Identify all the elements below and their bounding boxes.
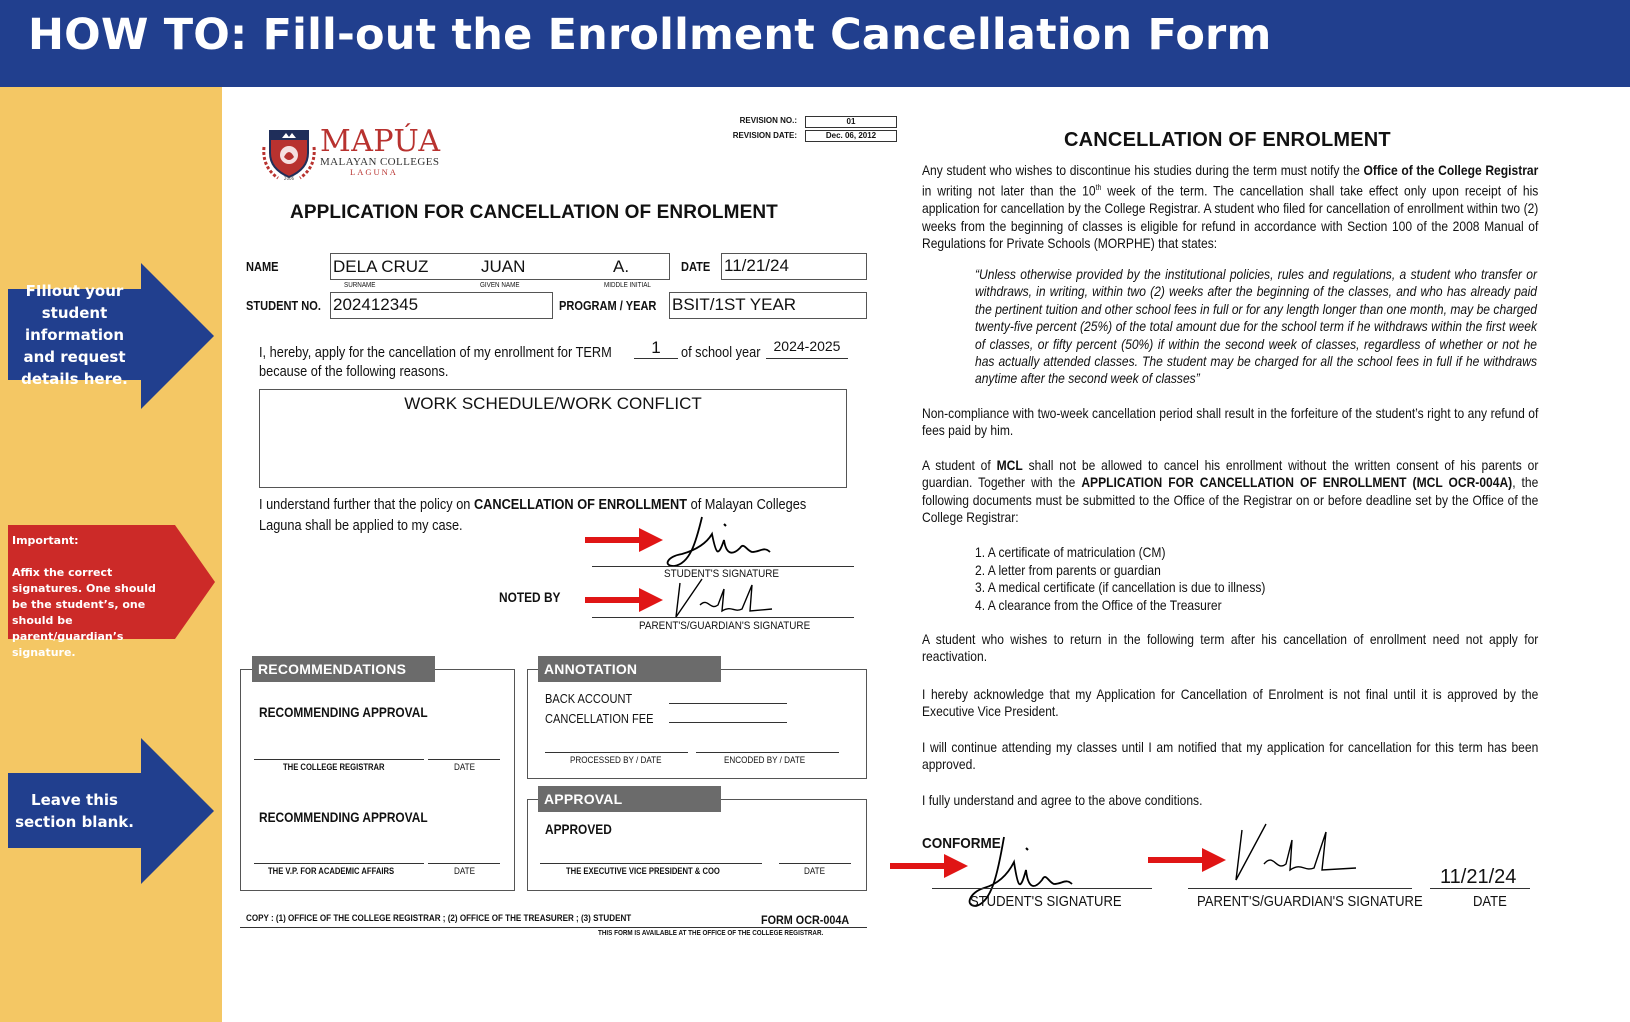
given-name-label: GIVEN NAME xyxy=(480,282,520,289)
student-signature xyxy=(962,832,1082,927)
recommending-approval-label: RECOMMENDING APPROVAL xyxy=(259,704,428,720)
understand-text: I understand further that the policy on CANCELLATION OF ENROLLMENT of Malayan Colleges xyxy=(259,497,807,513)
approval-header: APPROVAL xyxy=(538,786,721,812)
conforme-parent-label: PARENT'S/GUARDIAN'S SIGNATURE xyxy=(1197,894,1423,910)
encoded-by-label: ENCODED BY / DATE xyxy=(724,755,806,765)
policy-paragraph-4: A student who wishes to return in the following term after his cancellation of enrollment need not apply for reactivation. xyxy=(922,631,1539,665)
logo-wordmark: MAPÚA xyxy=(320,124,441,159)
reason-field[interactable]: WORK SCHEDULE/WORK CONFLICT xyxy=(259,389,847,488)
policy-paragraph-2: Non-compliance with two-week cancellation period shall result in the forfeiture of the student’s right to any refund of fees paid by him. xyxy=(922,405,1539,439)
policy-paragraph-6: I will continue attending my classes until I am notified that my application for cancellation for this term has been approved. xyxy=(922,739,1539,773)
arrow-right-icon xyxy=(175,525,215,639)
student-signature-label: STUDENT'S SIGNATURE xyxy=(664,568,780,580)
fill-out-callout-text: FIllout your student information and request details here. xyxy=(21,281,128,388)
back-account-line[interactable] xyxy=(669,703,787,704)
arrow-right-icon xyxy=(141,738,214,884)
revision-date-label: REVISION DATE: xyxy=(732,131,797,140)
cancellation-fee-line[interactable] xyxy=(669,722,787,723)
form-title: APPLICATION FOR CANCELLATION OF ENROLMENT xyxy=(290,202,778,223)
arrow-right-icon xyxy=(141,263,214,409)
important-title: Important: xyxy=(12,534,79,547)
important-text: Affix the correct signatures. One should be the student’s, one should be parent/guardian’s signature. xyxy=(12,566,156,659)
list-item: 2. A letter from parents or guardian xyxy=(975,561,1161,578)
annotation-header: ANNOTATION xyxy=(538,656,721,682)
because-text: because of the following reasons. xyxy=(259,364,449,380)
logo-subtitle: MALAYAN COLLEGES xyxy=(320,156,440,168)
student-no-label: STUDENT NO. xyxy=(246,298,321,313)
college-registrar-label: THE COLLEGE REGISTRAR xyxy=(283,762,385,772)
red-pointer-arrow-icon xyxy=(585,527,665,553)
conforme-student-line xyxy=(932,888,1152,889)
application-form xyxy=(222,87,922,1022)
vp-academic-affairs-label: THE V.P. FOR ACADEMIC AFFAIRS xyxy=(268,866,395,876)
revision-date-value: Dec. 06, 2012 xyxy=(805,130,897,142)
registrar-date-line xyxy=(428,759,500,760)
noted-by-label: NOTED BY xyxy=(499,589,561,605)
parent-signature-line xyxy=(592,617,854,618)
cancellation-fee-label: CANCELLATION FEE xyxy=(545,711,654,726)
requirements-list xyxy=(975,544,1265,614)
copy-distribution: COPY : (1) OFFICE OF THE COLLEGE REGISTRAR ; (2) OFFICE OF THE TREASURER ; (3) STUDENT xyxy=(246,913,632,924)
cancellation-policy xyxy=(922,87,1630,1022)
policy-paragraph-5: I hereby acknowledge that my Application for Cancellation of Enrolment is not final until it is approved by the Executive Vice President. xyxy=(922,686,1539,720)
apply-text: I, hereby, apply for the cancellation of my enrollment for TERM xyxy=(259,345,612,361)
recommending-approval-label: RECOMMENDING APPROVAL xyxy=(259,809,428,825)
policy-paragraph-7: I fully understand and agree to the above conditions. xyxy=(922,792,1203,808)
morphe-quote: “Unless otherwise provided by the institutional policies, rules and regulations, a student who transfer or withdraws, in writing, within two (2) weeks after the beginning of the classes, and who has already paid the pertinent tuition and other school fees in full or for any length longer than one month, may be charged twenty-five percent (25%) of the total amount due for the school term if he withdraws within the first week of classes, or fifty percent (50%) if within the second week of classes, regardless of whether or not he has actually attended classes. The student may be charged for all the school fees in full if he withdraws anytime after the second week of classes” xyxy=(975,266,1538,387)
school-year-field[interactable]: 2024-2025 xyxy=(766,338,848,359)
vp-date-label: DATE xyxy=(454,866,476,876)
date-field[interactable]: 11/21/24 xyxy=(721,253,867,280)
conforme-date-value: 11/21/24 xyxy=(1440,866,1517,888)
registrar-date-label: DATE xyxy=(454,762,476,772)
vp-line xyxy=(254,863,424,864)
conforme-date-label: DATE xyxy=(1473,894,1507,910)
encoded-line xyxy=(696,752,839,753)
term-field[interactable]: 1 xyxy=(634,338,678,359)
middle-initial-label: MIDDLE INITIAL xyxy=(604,282,651,289)
logo-location: LAGUNA xyxy=(350,167,398,177)
list-item: 4. A clearance from the Office of the Treasurer xyxy=(975,596,1222,613)
recommendations-section xyxy=(240,669,515,891)
revision-no-label: REVISION NO.: xyxy=(739,116,797,125)
parent-signature xyxy=(1222,820,1362,890)
policy-title: CANCELLATION OF ENROLMENT xyxy=(1064,129,1391,151)
parent-signature-label: PARENT'S/GUARDIAN'S SIGNATURE xyxy=(639,620,811,632)
name-field[interactable] xyxy=(330,253,670,280)
student-signature-line xyxy=(592,566,854,567)
policy-paragraph-3: A student of MCL shall not be allowed to cancel his enrollment without the written consent of his parents or guardian. Together with the APPLICATION FOR CANCELLATION OF ENROLLMENT (MCL OCR-004A), the following documents must be submitted to the Office of the Registrar on or before deadline set by the Office of the College Registrar: xyxy=(922,457,1539,526)
program-field[interactable]: BSIT/1ST YEAR xyxy=(669,292,867,319)
back-account-label: BACK ACCOUNT xyxy=(545,691,633,706)
list-item: 1. A certificate of matriculation (CM) xyxy=(975,544,1166,560)
svg-text:2006: 2006 xyxy=(283,176,295,181)
registrar-line xyxy=(254,759,424,760)
revision-no-value: 01 xyxy=(805,116,897,128)
header-banner xyxy=(0,0,1630,87)
red-pointer-arrow-icon xyxy=(585,587,665,613)
vp-date-line xyxy=(428,863,500,864)
conforme-parent-line xyxy=(1188,888,1412,889)
approved-label: APPROVED xyxy=(545,821,612,837)
surname-value: DELA CRUZ xyxy=(333,257,429,276)
red-pointer-arrow-icon xyxy=(1148,847,1228,873)
processed-line xyxy=(545,752,688,753)
recommendations-header: RECOMMENDATIONS xyxy=(252,656,435,682)
processed-by-label: PROCESSED BY / DATE xyxy=(570,755,662,765)
name-label: NAME xyxy=(246,259,279,274)
evp-label: THE EXECUTIVE VICE PRESIDENT & COO xyxy=(566,866,720,876)
program-label: PROGRAM / YEAR xyxy=(559,298,657,313)
evp-line xyxy=(540,863,762,864)
evp-date-label: DATE xyxy=(804,866,826,876)
leave-blank-callout-text: Leave this section blank. xyxy=(15,790,134,831)
conforme-label: CONFORME xyxy=(922,835,1001,852)
list-item: 3. A medical certificate (if cancellation is due to illness) xyxy=(975,579,1266,596)
school-seal-icon xyxy=(260,123,318,181)
red-pointer-arrow-icon xyxy=(890,853,970,879)
student-no-field[interactable]: 202412345 xyxy=(330,292,553,319)
school-year-text: of school year xyxy=(681,345,761,361)
evp-date-line xyxy=(779,863,851,864)
page-title: HOW TO: Fill-out the Enrollment Cancellation Form xyxy=(28,10,1272,60)
conforme-student-label: STUDENT'S SIGNATURE xyxy=(970,894,1122,910)
policy-paragraph-1: Any student who wishes to discontinue his studies during the term must notify the Office of the College Registrar in writing not later than the 10th week of the term. The cancellation shall take effect only upon receipt of his application for cancellation by the College Registrar. A student who filed for cancellation of enrollment within two (2) weeks from the beginning of classes is eligible for refund in accordance with Section 100 of the 2008 Manual of Regulations for Private Schools (MORPHE) that states: xyxy=(922,162,1539,252)
approval-section xyxy=(527,799,867,891)
given-name-value: JUAN xyxy=(481,257,526,276)
availability-note: THIS FORM IS AVAILABLE AT THE OFFICE OF THE COLLEGE REGISTRAR. xyxy=(598,930,824,937)
conforme-date-line xyxy=(1430,888,1530,889)
understand-text-2: Laguna shall be applied to my case. xyxy=(259,518,463,534)
surname-label: SURNAME xyxy=(344,282,376,289)
footer-divider xyxy=(240,927,867,928)
middle-initial-value: A. xyxy=(613,257,630,276)
date-label: DATE xyxy=(681,259,711,274)
form-number: FORM OCR-004A xyxy=(761,913,850,927)
